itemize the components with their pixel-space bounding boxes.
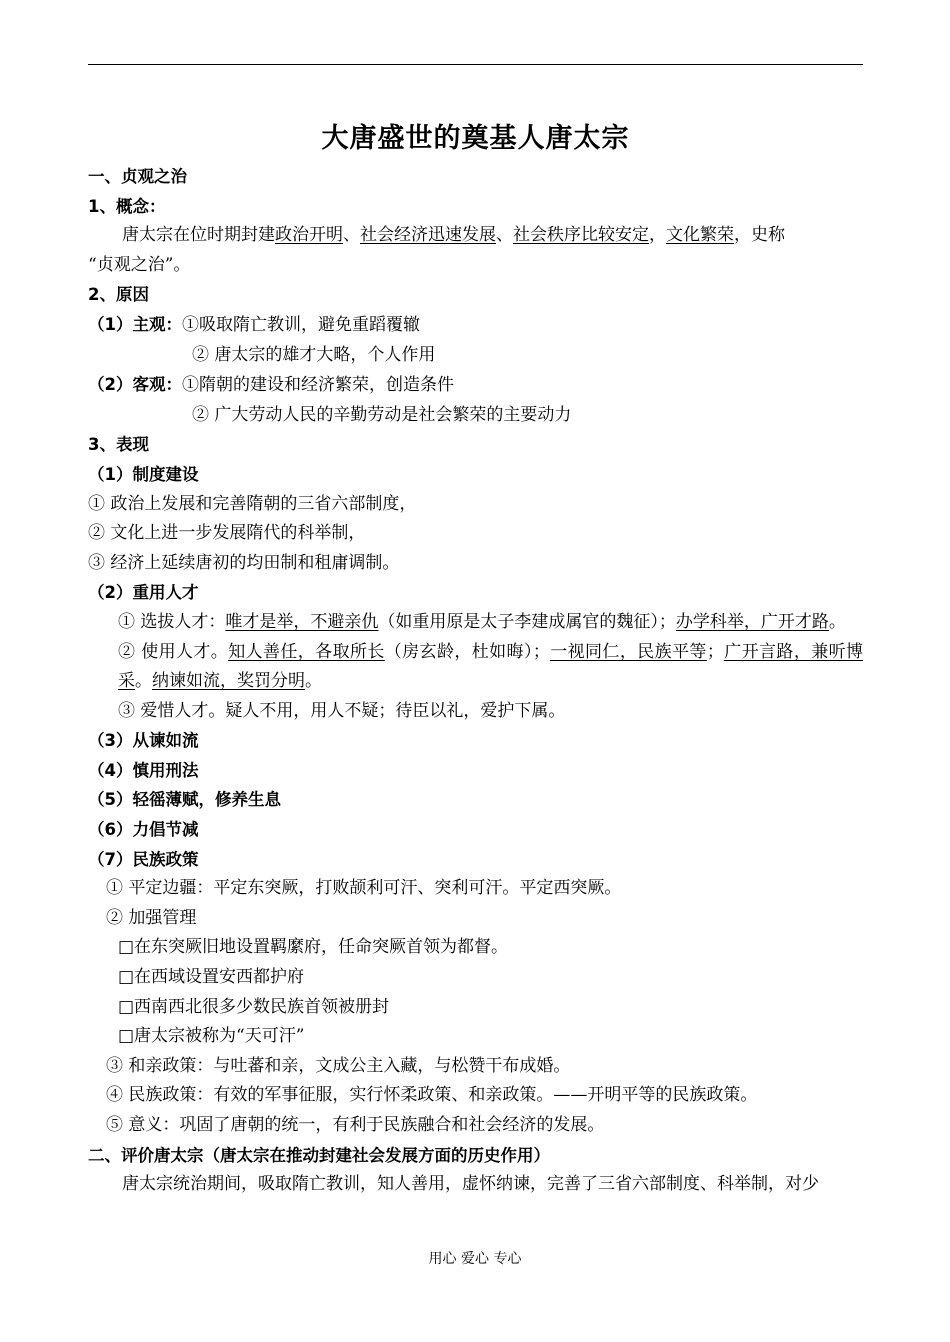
document-body (88, 118, 863, 1200)
item-heading: （7）民族政策 (88, 849, 199, 869)
list-item: ② 加强管理 (106, 907, 197, 928)
list-item: □在东突厥旧地设置羁縻府，任命突厥首领为都督。 (118, 937, 509, 958)
list-item: ④ 民族政策：有效的军事征服，实行怀柔政策、和亲政策。——开明平等的民族政策。 (106, 1085, 758, 1106)
list-item: ② 文化上进一步发展隋代的科举制， (88, 523, 366, 544)
list-item: （1）主观：①吸取隋亡教训，避免重蹈覆辙 (88, 314, 420, 335)
subsection-heading: 2、原因 (88, 285, 149, 305)
item-heading: （6）力倡节减 (88, 820, 199, 840)
item-heading: （4）慎用刑法 (88, 760, 199, 780)
item-heading: （3）从谏如流 (88, 731, 199, 751)
item-heading: （1）制度建设 (88, 464, 199, 484)
list-item: ① 平定边疆：平定东突厥，打败颉利可汗、突利可汗。平定西突厥。 (106, 878, 622, 899)
evaluation-paragraph: 唐太宗统治期间，吸取隋亡教训，知人善用，虚怀纳谏，完善了三省六部制度、科举制，对少 (122, 1174, 819, 1195)
list-item: ① 选拔人才：唯才是举，不避亲仇（如重用原是太子李建成属官的魏征）；办学科举，广开才路。 (118, 611, 846, 632)
list-item: ① 政治上发展和完善隋朝的三省六部制度， (88, 493, 417, 514)
item-heading: （5）轻徭薄赋，修养生息 (88, 790, 281, 810)
list-item: ② 唐太宗的雄才大略，个人作用 (192, 344, 436, 365)
subsection-heading: 1、概念： (88, 196, 166, 216)
section-heading: 二、评价唐太宗（唐太宗在推动封建社会发展方面的历史作用） (88, 1145, 550, 1165)
subsection-heading: 3、表现 (88, 435, 149, 455)
concept-paragraph-end: “贞观之治”。 (88, 254, 191, 275)
list-item: （2）客观：①隋朝的建设和经济繁荣，创造条件 (88, 375, 454, 396)
list-item: □在西域设置安西都护府 (118, 967, 305, 988)
header-rule (88, 64, 863, 65)
list-item: □西南西北很多少数民族首领被册封 (118, 996, 390, 1017)
list-item: ③ 和亲政策：与吐蕃和亲，文成公主入藏，与松赞干布成婚。 (106, 1055, 571, 1076)
concept-paragraph: 唐太宗在位时期封建政治开明、社会经济迅速发展、社会秩序比较安定，文化繁荣，史称 (122, 225, 785, 246)
page-footer: 用心 爱心 专心 (428, 1251, 522, 1267)
section-heading: 一、贞观之治 (88, 167, 187, 186)
list-item: ② 广大劳动人民的辛勤劳动是社会繁荣的主要动力 (192, 404, 572, 425)
item-heading: （2）重用人才 (88, 583, 199, 603)
list-item: ② 使用人才。知人善任，各取所长（房玄龄，杜如晦）；一视同仁，民族平等；广开言路，兼听博采。纳谏如流，奖罚分明。 (118, 641, 864, 692)
list-item: ⑤ 意义：巩固了唐朝的统一，有利于民族融合和社会经济的发展。 (106, 1115, 605, 1135)
page-title: 大唐盛世的奠基人唐太宗 (321, 123, 630, 154)
list-item: □唐太宗被称为“天可汗” (118, 1026, 305, 1047)
list-item: ③ 经济上延续唐初的均田制和租庸调制。 (88, 552, 400, 573)
list-item: ③ 爱惜人才。疑人不用，用人不疑；待臣以礼，爱护下属。 (118, 700, 566, 721)
